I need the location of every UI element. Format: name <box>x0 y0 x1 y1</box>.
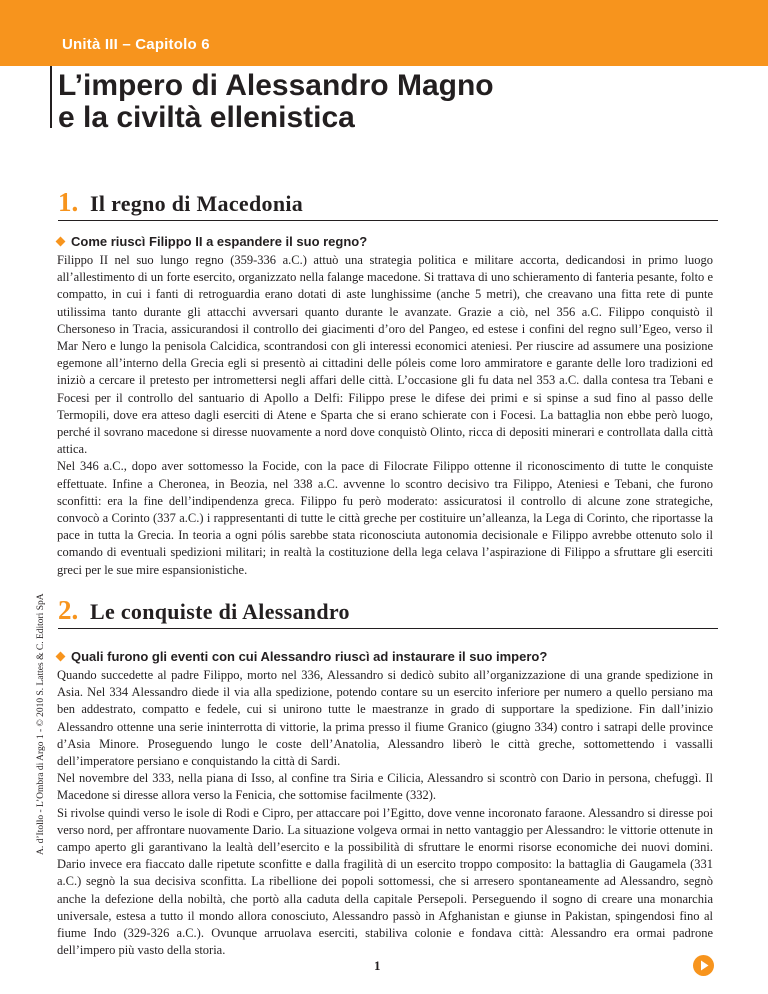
section-heading-1 <box>58 186 718 221</box>
section-body-2 <box>57 667 713 959</box>
section-title: Le conquiste di Alessandro <box>90 599 350 624</box>
paragraph: Si rivolse quindi verso le isole di Rodi e Cipro, per attaccare poi l’Egitto, dove venne incoronato faraone. Alessandro si diresse poi verso nord, per affrontare nuovamente Dario. La situazione volgeva ormai in netto vantaggio per Alessandro: le vittorie ottenute in campo aperto gli garantivano la lealtà dell’esercito e la possibilità di sfruttare le enormi risorse economiche dei nuovi domini. Dario invece era fiaccato dalle ripetute sconfitte e dalla fragilità di un esercito troppo composito: la battaglia di Gaugamela (331 a.C.) segnò la sua decisiva sconfitta. La ribellione dei popoli sottomessi, che si arresero spontaneamente ad Alessandro, segnò anche la defezione della nobiltà, che portò alla caduta della capitale Persepoli. Perseguendo il sogno di creare una monarchia universale, estesa a tutto il mondo allora conosciuto, Alessandro passò in Afghanistan e giunse in Pakistan, spingendosi fino al fiume Indo (329-326 a.C.). Ovunque arruolava eserciti, stabiliva colonie e fondava città: Alessandro era ormai padrone dell’impero più vasto della storia. <box>57 805 713 958</box>
section-question-1 <box>57 234 367 249</box>
section-body-1 <box>57 252 713 579</box>
paragraph: Nel 346 a.C., dopo aver sottomesso la Focide, con la pace di Filocrate Filippo ottenne il riconoscimento di tutte le conquiste effettuate. Infine a Cheronea, in Beozia, nel 338 a.C. avvenne lo scontro decisivo tra Filippo, Ateniesi e Tebani, che furono sconfitti: era la fine dell’indipendenza greca. Filippo fu però moderato: assicuratosi il controllo di alcune zone strategiche, convocò a Corinto (337 a.C.) i rappresentanti di tutte le città greche per costituire un’alleanza, la Lega di Corinto, che riportasse la pace in tutta la Grecia. In teoria a ogni pólis sarebbe stata riconosciuta autonomia decisionale e Filippo avrebbe ottenuto solo il comando di eventuali spedizioni militari; in realtà la costituzione della lega celava l’aspirazione di Filippo a sfruttare gli eserciti greci per le sue mire espansionistiche. <box>57 459 713 577</box>
section-heading-2 <box>58 594 718 629</box>
next-page-button[interactable] <box>693 955 714 976</box>
paragraph: Nel novembre del 333, nella piana di Isso, al confine tra Siria e Cilicia, Alessandro si scontrò con Dario in persona, chefuggì. Il Macedone si diresse allora verso la Fenicia, che sottomise facilmente (332). <box>57 771 713 803</box>
header-bar <box>0 0 768 66</box>
diamond-bullet-icon <box>56 652 66 662</box>
chapter-title <box>58 70 494 134</box>
play-arrow-icon <box>693 955 714 976</box>
chapter-title-line2: e la civiltà ellenistica <box>58 101 355 134</box>
section-question-2 <box>57 649 547 664</box>
page-number: 1 <box>374 958 381 973</box>
question-text: Quali furono gli eventi con cui Alessandro riuscì ad instaurare il suo impero? <box>71 649 548 664</box>
chapter-title-line1: L’impero di Alessandro Magno <box>58 69 494 102</box>
paragraph: Filippo II nel suo lungo regno (359-336 a.C.) attuò una strategia politica e militare accorta, dedicandosi in primo luogo all’allestimento di un forte esercito, organizzato nella falange macedone. Si trattava di uno schieramento di fanteria pesante, folto e compatto, in cui i fanti di retroguardia erano dotati di aste lunghissime (anche 5 metri), che creavano una fitta rete di punte utilissima tanto durante gli attacchi avversari quanto durante le avanzate. Grazie a ciò, nel 356 a.C. Filippo conquistò il Chersoneso in Tracia, assicurandosi il controllo dei giacimenti d’oro del Pangeo, ed estese i confini del regno sull’Egeo, verso il Mar Nero e lungo la penisola Calcidica, scontrandosi con gli interessi economici ateniesi. Per riuscire ad assumere una posizione egemone all’interno della Grecia egli si presentò ai cittadini delle póleis come loro ammiratore e garante delle loro tradizioni ed iniziò a cercare il pretesto per intromettersi negli affari delle città. L’occasione gli fu data nel 353 a.C. dalla contesa tra Tebani e Focesi per il controllo del santuario di Apollo a Delfi: Filippo prese le difese dei primi e si spinse a sud fino al passo delle Termopili, dove era atteso dagli eserciti di Atene e Sparta che si erano schierate con i Focesi. La battaglia non ebbe però luogo, perché il sovrano macedone si diresse nuovamente a nord dove conquistò Olinto, ricca di depositi minerari e controllata dalla città attica. <box>57 253 713 457</box>
paragraph: Quando succedette al padre Filippo, morto nel 336, Alessandro si dedicò subito all’organizzazione di una grande spedizione in Asia. Nel 334 Alessandro diede il via alla spedizione, potendo contare su un esercito inferiore per numero a quello persiano ma ben addestrato, compatto e fedele, cui si unirono tutte le maestranze in grado di supportare la spedizione. Fin dall’inizio Alessandro ottenne una serie ininterrotta di vittorie, la prima presso il fiume Granico (giugno 334) contro i satrapi delle province d’Asia Minore. Proseguendo lungo le coste dell’Anatolia, Alessandro liberò le città greche, sottomettendo i vassalli dell’imperatore persiano e conquistando la città di Sardi. <box>57 668 713 769</box>
title-rule <box>50 66 52 128</box>
question-text: Come riuscì Filippo II a espandere il suo regno? <box>71 234 368 249</box>
copyright-note: A. d’Itollo - L’Ombra di Argo 1 - © 2010 S. Lattes & C. Editori SpA <box>36 593 46 855</box>
section-number: 1. <box>58 187 79 217</box>
unit-label: Unità III – Capitolo 6 <box>62 36 210 53</box>
section-title: Il regno di Macedonia <box>90 191 304 216</box>
section-number: 2. <box>58 595 79 625</box>
diamond-bullet-icon <box>56 237 66 247</box>
